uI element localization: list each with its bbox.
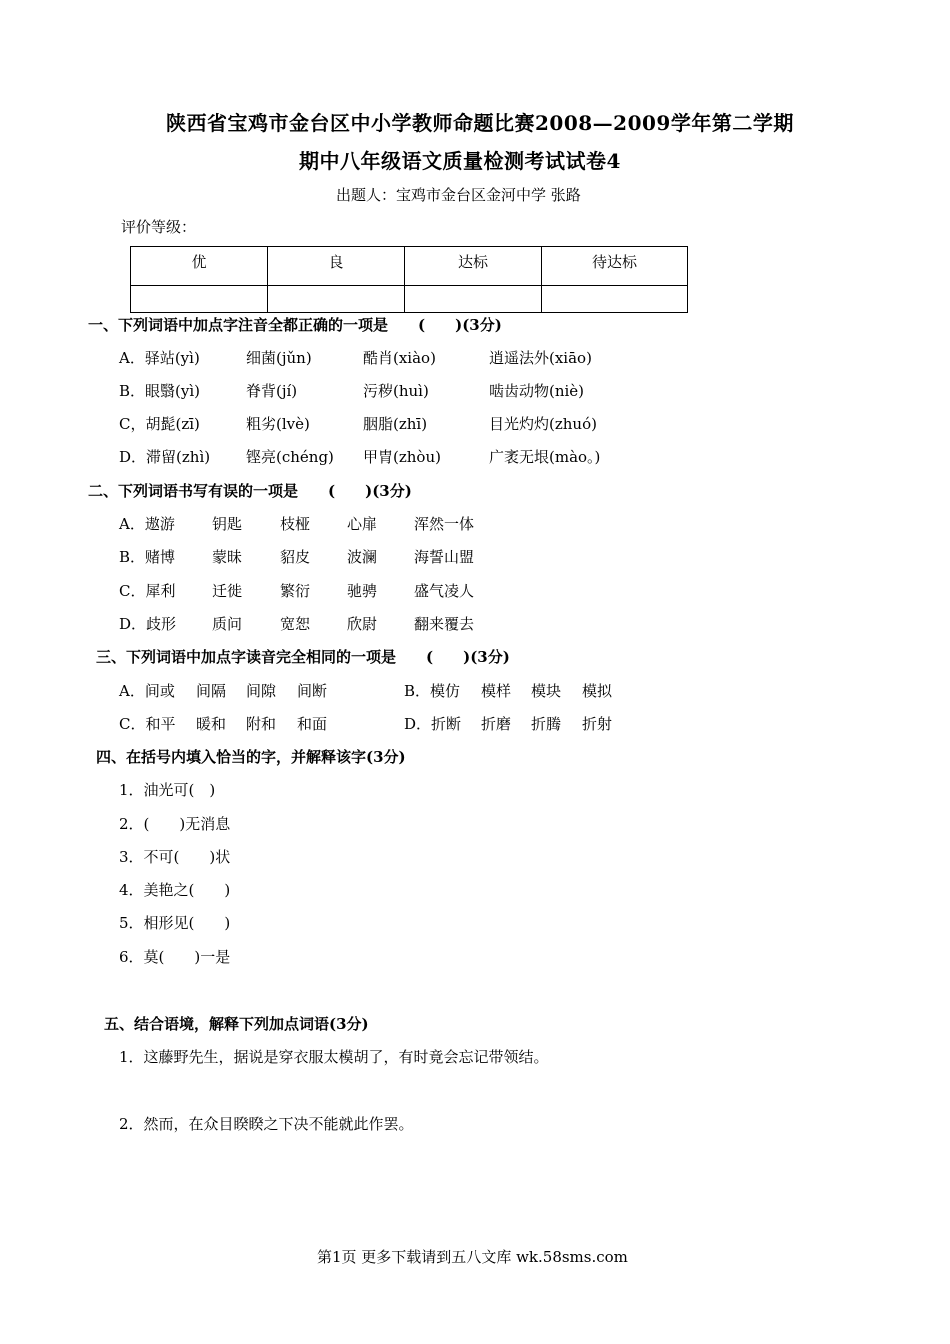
q3-r2-4: 和面 <box>297 715 328 733</box>
q4-item-4: 4．美艳之( ) <box>119 881 231 899</box>
q4-item-3: 3．不可( )状 <box>119 848 231 866</box>
q2-c-5: 盛气凌人 <box>414 582 475 600</box>
q3-r1-5: B．模仿 <box>404 682 461 700</box>
q2-c-1: C．犀利 <box>119 582 176 600</box>
q2-heading: 二、下列词语书写有误的一项是 ( )(3分) <box>88 482 412 500</box>
q3-r2-2: 暖和 <box>196 715 227 733</box>
q2-d-3: 宽恕 <box>280 615 311 633</box>
q3-r1-2: 间隔 <box>196 682 227 700</box>
q4-item-1: 1．油光可( ) <box>119 781 216 799</box>
q1-d-1: D．滞留(zhì) <box>119 448 211 466</box>
q2-d-4: 欣尉 <box>347 615 378 633</box>
q1-a-2: 细菌(jǔn) <box>246 349 312 367</box>
q1-c-3: 胭脂(zhī) <box>363 415 428 433</box>
q3-r2-6: 折磨 <box>481 715 512 733</box>
q5-item-1: 1．这藤野先生，据说是穿衣服太模胡了，有时竟会忘记带领结。 <box>119 1048 549 1066</box>
grade-col-pass: 达标 <box>405 247 542 286</box>
q3-r1-3: 间隙 <box>246 682 277 700</box>
q2-a-3: 枝桠 <box>280 515 311 533</box>
q1-heading: 一、下列词语中加点字注音全都正确的一项是 ( )(3分) <box>88 316 502 334</box>
q1-d-2: 铿亮(chéng) <box>246 448 334 466</box>
grade-table <box>130 246 688 313</box>
q3-r2-1: C．和平 <box>119 715 176 733</box>
q2-b-5: 海誓山盟 <box>414 548 475 566</box>
q3-r1-7: 模块 <box>531 682 562 700</box>
page-footer: 第1页 更多下载请到五八文库 wk.58sms.com <box>317 1248 628 1266</box>
q2-c-3: 繁衍 <box>280 582 311 600</box>
q4-item-6: 6．莫( )一是 <box>119 948 231 966</box>
q3-r1-4: 间断 <box>297 682 328 700</box>
q1-d-4: 广袤无垠(mào。) <box>489 448 601 466</box>
q2-b-3: 貂皮 <box>280 548 311 566</box>
q3-r2-8: 折射 <box>582 715 613 733</box>
q3-r2-5: D．折断 <box>404 715 462 733</box>
q1-b-1: B．眼翳(yì) <box>119 382 200 400</box>
q2-c-4: 驰骋 <box>347 582 378 600</box>
q5-item-2: 2．然而，在众目睽睽之下决不能就此作罢。 <box>119 1115 414 1133</box>
q3-r2-7: 折腾 <box>531 715 562 733</box>
q5-heading: 五、结合语境，解释下列加点词语(3分) <box>104 1015 369 1033</box>
grade-cell-pass[interactable] <box>405 286 542 313</box>
q3-r2-3: 附和 <box>246 715 277 733</box>
q2-a-1: A．遨游 <box>119 515 175 533</box>
grade-cell-needs-work[interactable] <box>542 286 688 313</box>
q2-c-2: 迁徙 <box>212 582 243 600</box>
q1-a-1: A．驿站(yì) <box>119 349 200 367</box>
grade-cell-good[interactable] <box>268 286 405 313</box>
q1-b-2: 脊背(jí) <box>246 382 298 400</box>
q1-c-2: 粗劣(lvè) <box>246 415 310 433</box>
q1-d-3: 甲胄(zhòu) <box>363 448 441 466</box>
grade-label: 评价等级： <box>121 218 197 236</box>
q2-d-5: 翻来覆去 <box>414 615 475 633</box>
q2-d-2: 质问 <box>212 615 243 633</box>
q3-r1-6: 模样 <box>481 682 512 700</box>
q3-r1-1: A．间或 <box>119 682 175 700</box>
q2-b-4: 波澜 <box>347 548 378 566</box>
q1-b-3: 污秽(huì) <box>363 382 429 400</box>
page-title-line-2: 期中八年级语文质量检测考试试卷4 <box>299 149 621 173</box>
q2-b-1: B．赌博 <box>119 548 176 566</box>
q2-d-1: D．歧形 <box>119 615 177 633</box>
q1-c-4: 目光灼灼(zhuó) <box>489 415 597 433</box>
q3-r1-8: 模拟 <box>582 682 613 700</box>
q2-b-2: 蒙昧 <box>212 548 243 566</box>
q2-a-5: 浑然一体 <box>414 515 475 533</box>
grade-cell-excellent[interactable] <box>131 286 268 313</box>
grade-col-excellent: 优 <box>131 247 268 286</box>
q1-a-3: 酷肖(xiào) <box>363 349 436 367</box>
grade-col-good: 良 <box>268 247 405 286</box>
q2-a-4: 心扉 <box>347 515 378 533</box>
q1-a-4: 逍遥法外(xiāo) <box>489 349 592 367</box>
q2-a-2: 钥匙 <box>212 515 243 533</box>
q4-item-2: 2．( )无消息 <box>119 815 231 833</box>
q1-c-1: C，胡髭(zī) <box>119 415 200 433</box>
q4-heading: 四、在括号内填入恰当的字，并解释该字(3分) <box>96 748 406 766</box>
q4-item-5: 5．相形见( ) <box>119 914 231 932</box>
author-line: 出题人：宝鸡市金台区金河中学 张路 <box>336 186 581 204</box>
page-title-line-1: 陕西省宝鸡市金台区中小学教师命题比赛2008—2009学年第二学期 <box>166 111 794 135</box>
q3-heading: 三、下列词语中加点字读音完全相同的一项是 ( )(3分) <box>96 648 510 666</box>
q1-b-4: 啮齿动物(niè) <box>489 382 585 400</box>
grade-col-needs-work: 待达标 <box>542 247 688 286</box>
